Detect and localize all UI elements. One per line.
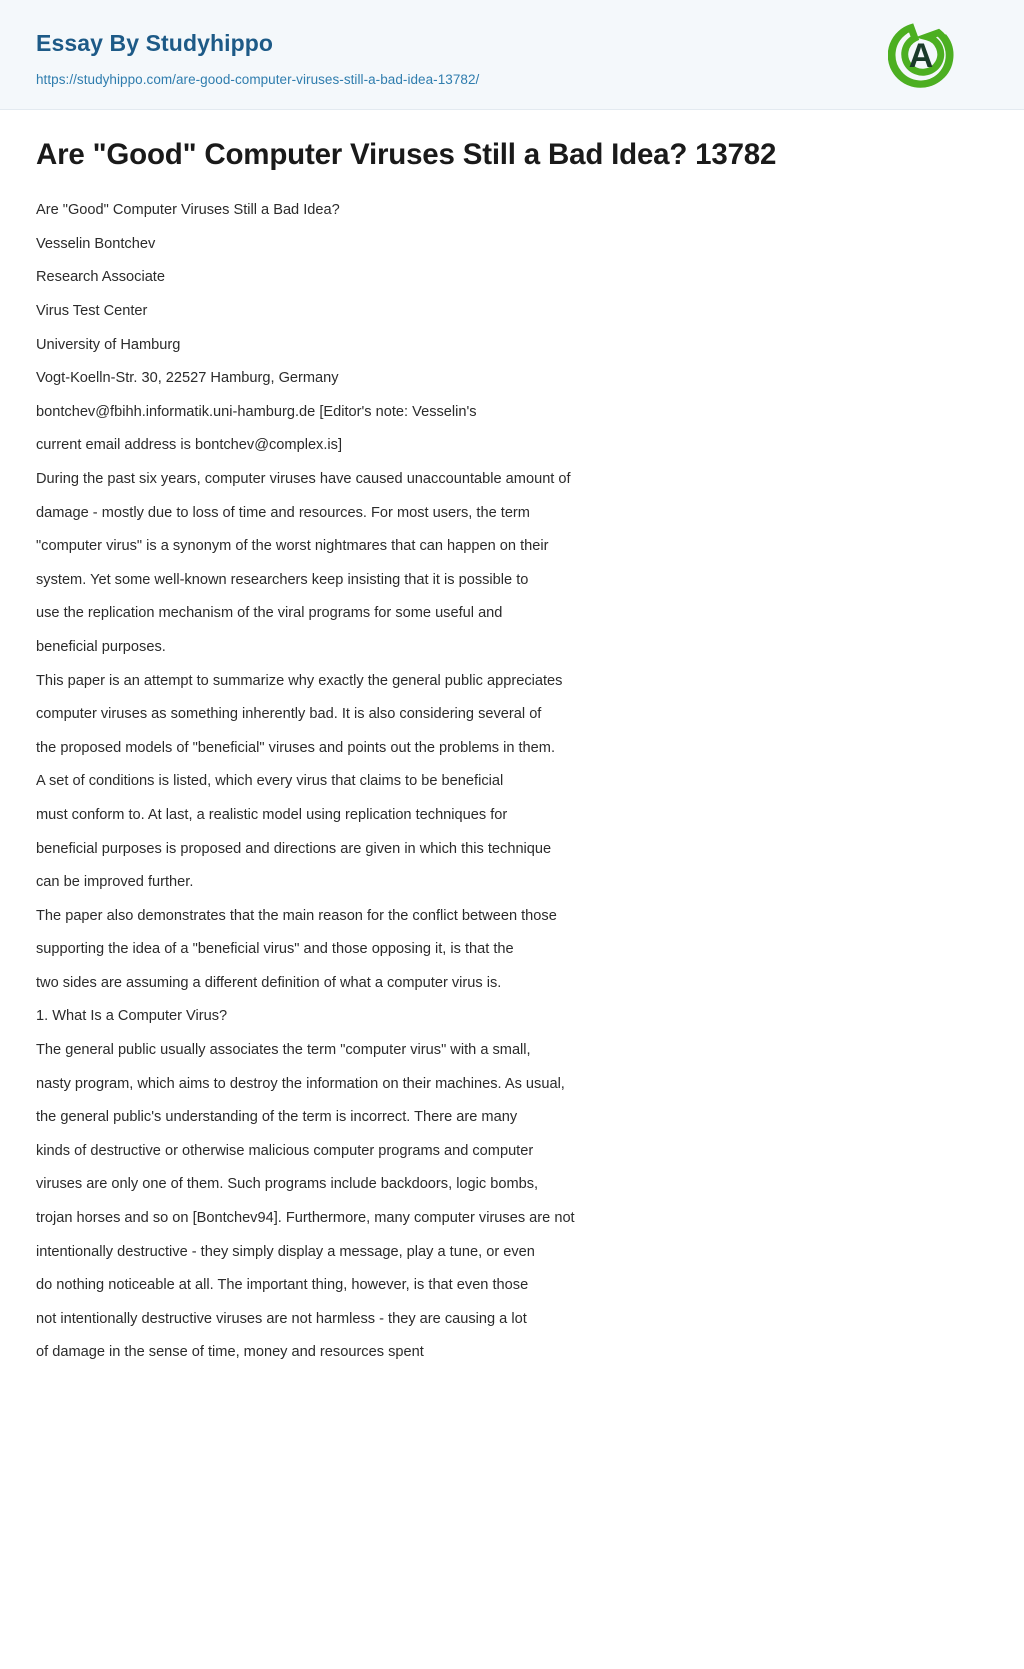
text-line: can be improved further.: [36, 874, 194, 891]
text-line: Vesselin Bontchev: [36, 235, 156, 252]
text-line: damage - mostly due to loss of time and resources. For most users, the term: [36, 504, 530, 521]
text-line: 1. What Is a Computer Virus?: [36, 1008, 228, 1025]
text-line: use the replication mechanism of the viral programs for some useful and: [36, 605, 503, 622]
text-line: bontchev@fbihh.informatik.uni-hamburg.de [Editor's note: Vesselin's: [36, 403, 477, 420]
text-line: "computer virus" is a synonym of the worst nightmares that can happen on their: [36, 538, 549, 555]
text-line: nasty program, which aims to destroy the information on their machines. As usual,: [36, 1075, 565, 1092]
text-line: system. Yet some well-known researchers keep insisting that it is possible to: [36, 571, 529, 588]
document-text: [36, 193, 988, 1369]
letter-a-circle-logo-icon: [888, 22, 954, 88]
site-header: [0, 0, 1024, 110]
text-line: University of Hamburg: [36, 336, 181, 353]
text-line: two sides are assuming a different definition of what a computer virus is.: [36, 974, 502, 991]
text-line: Virus Test Center: [36, 303, 148, 319]
svg-text:A: A: [908, 37, 934, 75]
text-line: not intentionally destructive viruses are not harmless - they are causing a lot: [36, 1310, 527, 1327]
text-line: of damage in the sense of time, money and resources spent: [36, 1344, 424, 1361]
document-body: [0, 110, 1024, 1409]
text-line: intentionally destructive - they simply display a message, play a tune, or even: [36, 1243, 535, 1260]
text-line: current email address is bontchev@complex.is]: [36, 437, 343, 454]
text-line: the general public's understanding of the term is incorrect. There are many: [36, 1109, 518, 1126]
site-brand-title: Essay By Studyhippo: [36, 30, 274, 56]
text-line: do nothing noticeable at all. The important thing, however, is that even those: [36, 1277, 529, 1294]
text-line: During the past six years, computer viruses have caused unaccountable amount of: [36, 470, 571, 487]
text-line: computer viruses as something inherently bad. It is also considering several of: [36, 706, 542, 723]
text-line: viruses are only one of them. Such programs include backdoors, logic bombs,: [36, 1176, 539, 1193]
text-line: The paper also demonstrates that the main reason for the conflict between those: [36, 907, 557, 924]
text-line: beneficial purposes.: [36, 638, 166, 655]
page-title: Are "Good" Computer Viruses Still a Bad Idea? 13782: [36, 137, 777, 171]
text-line: Research Associate: [36, 269, 165, 286]
text-line: This paper is an attempt to summarize why exactly the general public appreciates: [36, 672, 563, 689]
text-line: Vogt-Koelln-Str. 30, 22527 Hamburg, Germany: [36, 370, 339, 387]
text-line: beneficial purposes is proposed and directions are given in which this technique: [36, 840, 552, 857]
text-line: supporting the idea of a "beneficial virus" and those opposing it, is that the: [36, 941, 514, 958]
text-line: kinds of destructive or otherwise malicious computer programs and computer: [36, 1142, 534, 1159]
source-url[interactable]: https://studyhippo.com/are-good-computer-viruses-still-a-bad-idea-13782/: [36, 71, 480, 87]
text-line: the proposed models of "beneficial" viruses and points out the problems in them.: [36, 739, 556, 756]
text-line: The general public usually associates the term "computer virus" with a small,: [36, 1042, 531, 1059]
text-line: must conform to. At last, a realistic model using replication techniques for: [36, 806, 508, 823]
text-line: Are "Good" Computer Viruses Still a Bad Idea?: [36, 202, 340, 219]
text-line: A set of conditions is listed, which every virus that claims to be beneficial: [36, 773, 504, 790]
text-line: trojan horses and so on [Bontchev94]. Furthermore, many computer viruses are not: [36, 1210, 575, 1227]
